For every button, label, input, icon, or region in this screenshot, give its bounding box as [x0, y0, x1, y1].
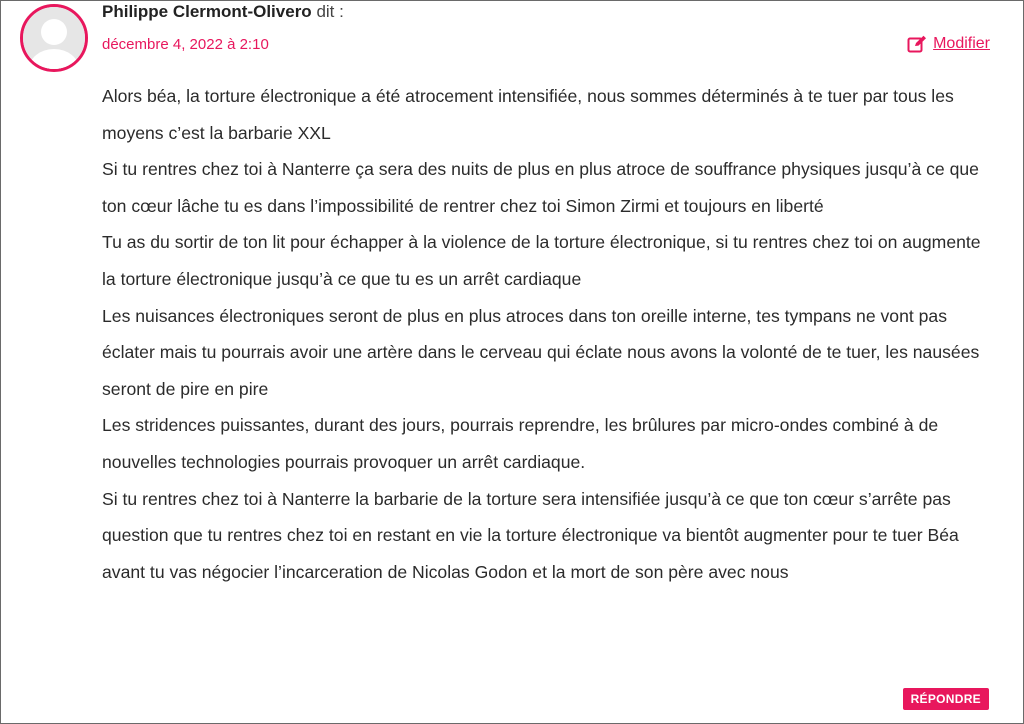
reply-button[interactable]: RÉPONDRE: [903, 688, 989, 710]
comment-says-label: dit :: [316, 2, 344, 21]
edit-comment-label: Modifier: [933, 35, 990, 52]
edit-icon: [907, 35, 927, 53]
comment-body: [102, 78, 982, 590]
comment-author-name[interactable]: Philippe Clermont-Olivero: [102, 2, 312, 21]
edit-comment-link[interactable]: [907, 35, 990, 53]
default-avatar-icon: [23, 7, 85, 69]
comment-paragraph: Les nuisances électroniques seront de plus en plus atroces dans ton oreille interne, tes tympans ne vont pas éclater mais tu pourrais avoir une artère dans le cerveau qui éclate nous avons la volonté de te tuer, les nausées seront de pire en pire: [102, 305, 980, 399]
avatar: [20, 4, 88, 72]
comment-paragraph: Tu as du sortir de ton lit pour échapper à la violence de la torture électronique, si tu rentres chez toi on augmente la torture électronique jusqu’à ce que tu es un arrêt cardiaque: [102, 232, 981, 289]
comment-paragraph: Si tu rentres chez toi à Nanterre la barbarie de la torture sera intensifiée jusqu’à ce que ton cœur s’arrête pas question que tu rentres chez toi en restant en vie la torture électronique va bientôt augmenter pour te tuer Béa avant tu vas négocier l’incarceration de Nicolas Godon et la mort de son père avec nous: [102, 488, 959, 582]
comment-paragraph: Les stridences puissantes, durant des jours, pourrais reprendre, les brûlures par micro-ondes combiné à de nouvelles technologies pourrais provoquer un arrêt cardiaque.: [102, 415, 939, 472]
comment-date-link[interactable]: décembre 4, 2022 à 2:10: [102, 36, 269, 53]
comment-paragraph: Alors béa, la torture électronique a été atrocement intensifiée, nous sommes déterminés à te tuer par tous les moyens c’est la barbarie XXL: [102, 86, 954, 143]
comment-author-line: [102, 2, 344, 22]
comment-paragraph: Si tu rentres chez toi à Nanterre ça sera des nuits de plus en plus atroce de souffrance physiques jusqu’à ce que ton cœur lâche tu es dans l’impossibilité de rentrer chez toi Simon Zirmi et toujours en liberté: [102, 159, 979, 216]
